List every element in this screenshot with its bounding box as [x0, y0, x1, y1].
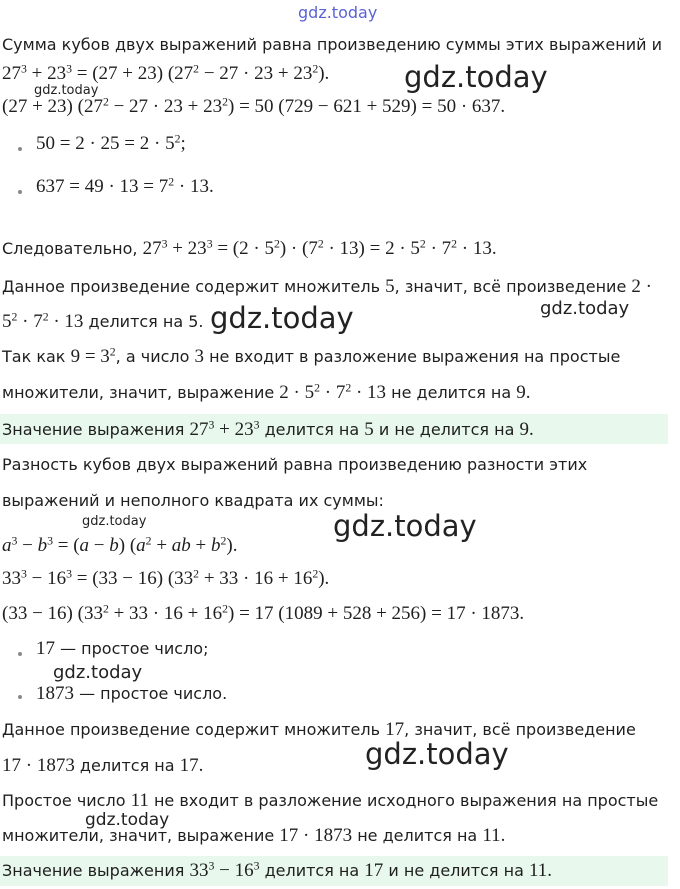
p2-reason-4: множители, значит, выражение 17 · 1873 не делится на 11.	[2, 825, 506, 846]
p2-reason-1: Данное произведение содержит множитель 17, значит, всё произведение	[2, 719, 636, 740]
bullet-dot	[18, 147, 22, 151]
p1-reason-3: Так как $9 = 3^2$, а число 3 не входит в разложение выражения на простые	[2, 345, 621, 367]
watermark: gdz.today	[365, 737, 509, 771]
p1-reason-1: Данное произведение содержит множитель 5, значит, всё произведение 2 ·	[2, 276, 652, 297]
watermark: gdz.today	[210, 301, 354, 335]
bullet-dot	[18, 695, 22, 699]
p2-intro-1: Разность кубов двух выражений равна произведению разности этих	[2, 455, 588, 474]
p1-factor-50: $50 = 2 \cdot 25 = 2 \cdot 5^2$;	[36, 132, 186, 154]
p1-reason-4: множители, значит, выражение $2 \cdot 5^2 \cdot 7^2 \cdot 13$ не делится на 9.	[2, 381, 531, 403]
watermark-top: gdz.today	[298, 3, 378, 22]
watermark: gdz.today	[540, 298, 630, 319]
p2-intro-2: выражений и неполного квадрата их суммы:	[2, 491, 384, 510]
p1-identity: $27^3 + 23^3 = (27 + 23) (27^2 - 27 \cdot 23 + 23^2)$.	[2, 62, 330, 84]
watermark: gdz.today	[333, 509, 477, 543]
p1-reason-2: $5^2 \cdot 7^2 \cdot 13$ делится на 5.	[2, 310, 204, 332]
watermark: gdz.today	[85, 810, 170, 830]
p2-prime-1873: 1873 — простое число.	[36, 683, 228, 704]
p2-prime-17: 17 — простое число;	[36, 638, 209, 659]
bullet-dot	[18, 190, 22, 194]
p1-conclusion: Следовательно, $27^3 + 23^3 = (2 \cdot 5^2) \cdot (7^2 \cdot 13) = 2 \cdot 5^2 \cdot 7^2 \cdot 13$.	[2, 237, 497, 259]
watermark: gdz.today	[53, 662, 143, 683]
p2-identity: $33^3 - 16^3 = (33 - 16) (33^2 + 33 \cdot 16 + 16^2)$.	[2, 567, 330, 589]
p2-reason-2: 17 · 1873 делится на 17.	[2, 755, 204, 776]
watermark: gdz.today	[82, 514, 147, 529]
p2-result: Значение выражения $33^3 - 16^3$ делится на 17 и не делится на 11.	[2, 859, 553, 881]
p1-evaluation: (27 + 23) $(27^2 - 27 \cdot 23 + 23^2) = 50$ (729 − 621 + 529) = 50 · 637.	[2, 95, 506, 117]
watermark: gdz.today	[404, 60, 548, 94]
bullet-dot	[18, 652, 22, 656]
p1-result: Значение выражения $27^3 + 23^3$ делится на 5 и не делится на 9.	[2, 418, 534, 440]
p2-reason-3: Простое число 11 не входит в разложение исходного выражения на простые	[2, 790, 659, 811]
watermark: gdz.today	[34, 83, 99, 98]
p2-formula: $a^3 - b^3 = (a - b) (a^2$ + ab + $b^2$).	[2, 534, 238, 556]
p2-evaluation: (33 − 16) $(33^2 + 33 \cdot 16 + 16^2) = 17$ (1089 + 528 + 256) = 17 · 1873.	[2, 602, 525, 624]
p1-intro: Сумма кубов двух выражений равна произведению суммы этих выражений и	[2, 35, 662, 54]
p1-factor-637: $637 = 49 \cdot 13 = 7^2 \cdot 13$.	[36, 175, 214, 197]
